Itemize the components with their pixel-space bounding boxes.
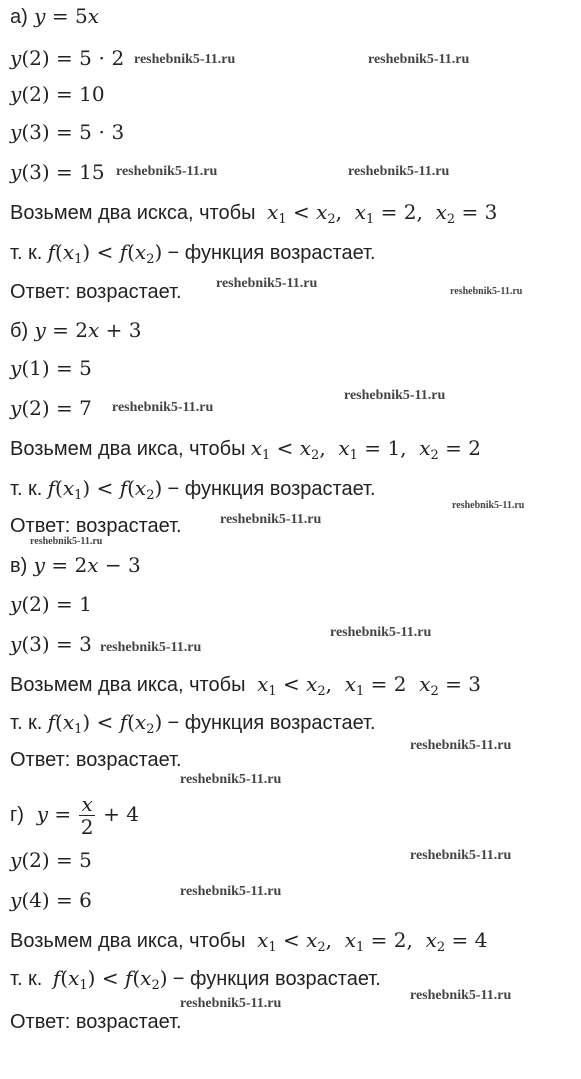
watermark: reshebnik5-11.ru bbox=[216, 276, 318, 291]
watermark: reshebnik5-11.ru bbox=[180, 884, 282, 899]
part-v-answer: Ответ: возрастает. bbox=[10, 749, 182, 771]
watermark: reshebnik5-11.ru bbox=[348, 164, 450, 179]
part-v-conclusion: т. к. $f(x_1) < f(x_2)$ − функция возрастает. bbox=[10, 710, 376, 737]
part-b-answer: Ответ: возрастает. bbox=[10, 515, 182, 537]
part-g-result-1: y(2) = 5 bbox=[10, 848, 92, 872]
part-g-conclusion: т. к. $f(x_1) < f(x_2)$ − функция возрастает. bbox=[10, 966, 381, 993]
watermark: reshebnik5-11.ru bbox=[220, 512, 322, 527]
part-v-result-2: y(3) = 3 bbox=[10, 632, 92, 656]
watermark: reshebnik5-11.ru bbox=[410, 738, 512, 753]
part-a-answer: Ответ: возрастает. bbox=[10, 281, 182, 303]
part-a-result-1: y(2) = 10 bbox=[10, 82, 105, 106]
watermark: reshebnik5-11.ru bbox=[100, 640, 202, 655]
part-g-choice: Возьмем два икса, чтобы $x_1 < x_2$, $x_1 = 2$, $x_2 = 4$ bbox=[10, 928, 488, 955]
watermark: reshebnik5-11.ru bbox=[112, 400, 214, 415]
part-a-choice: Возьмем два искса, чтобы $x_1 < x_2$, $x_1 = 2$, $x_2 = 3$ bbox=[10, 200, 498, 227]
watermark: reshebnik5-11.ru bbox=[452, 500, 525, 511]
part-a-result-2: y(3) = 15 bbox=[10, 160, 105, 184]
part-a-conclusion: т. к. $f(x_1) < f(x_2)$ − функция возрастает. bbox=[10, 240, 376, 267]
part-g-result-2: y(4) = 6 bbox=[10, 888, 92, 912]
part-g-answer: Ответ: возрастает. bbox=[10, 1011, 182, 1033]
part-a-calc-1: y(2) = 5 ⋅ 2 bbox=[10, 46, 125, 70]
watermark: reshebnik5-11.ru bbox=[180, 772, 282, 787]
part-b-result-2: y(2) = 7 bbox=[10, 396, 92, 420]
watermark: reshebnik5-11.ru bbox=[330, 625, 432, 640]
part-v-result-1: y(2) = 1 bbox=[10, 592, 92, 616]
watermark: reshebnik5-11.ru bbox=[344, 388, 446, 403]
watermark: reshebnik5-11.ru bbox=[116, 164, 218, 179]
part-b-choice: Возьмем два икса, чтобы $x_1 < x_2$, $x_1 = 1$, $x_2 = 2$ bbox=[10, 436, 482, 463]
watermark: reshebnik5-11.ru bbox=[180, 996, 282, 1011]
part-v-choice: Возьмем два икса, чтобы $x_1 < x_2$, $x_1 = 2$ $x_2 = 3$ bbox=[10, 672, 482, 699]
watermark: reshebnik5-11.ru bbox=[134, 52, 236, 67]
watermark: reshebnik5-11.ru bbox=[410, 988, 512, 1003]
fraction: $\frac{x}{2}$ bbox=[80, 792, 94, 839]
watermark: reshebnik5-11.ru bbox=[368, 52, 470, 67]
part-g-equation: г) y = $\frac{x}{2}$ + 4 bbox=[10, 792, 139, 839]
part-a-calc-2: y(3) = 5 ⋅ 3 bbox=[10, 120, 125, 144]
watermark: reshebnik5-11.ru bbox=[30, 536, 103, 547]
part-b-conclusion: т. к. $f(x_1) < f(x_2)$ − функция возрастает. bbox=[10, 476, 376, 503]
part-b-equation: б) y = 2x + 3 bbox=[10, 318, 142, 342]
watermark: reshebnik5-11.ru bbox=[410, 848, 512, 863]
watermark: reshebnik5-11.ru bbox=[450, 286, 523, 297]
part-b-result-1: y(1) = 5 bbox=[10, 356, 92, 380]
part-a-equation: а) y = 5x bbox=[10, 4, 99, 28]
part-v-equation: в) y = 2x − 3 bbox=[10, 553, 141, 577]
